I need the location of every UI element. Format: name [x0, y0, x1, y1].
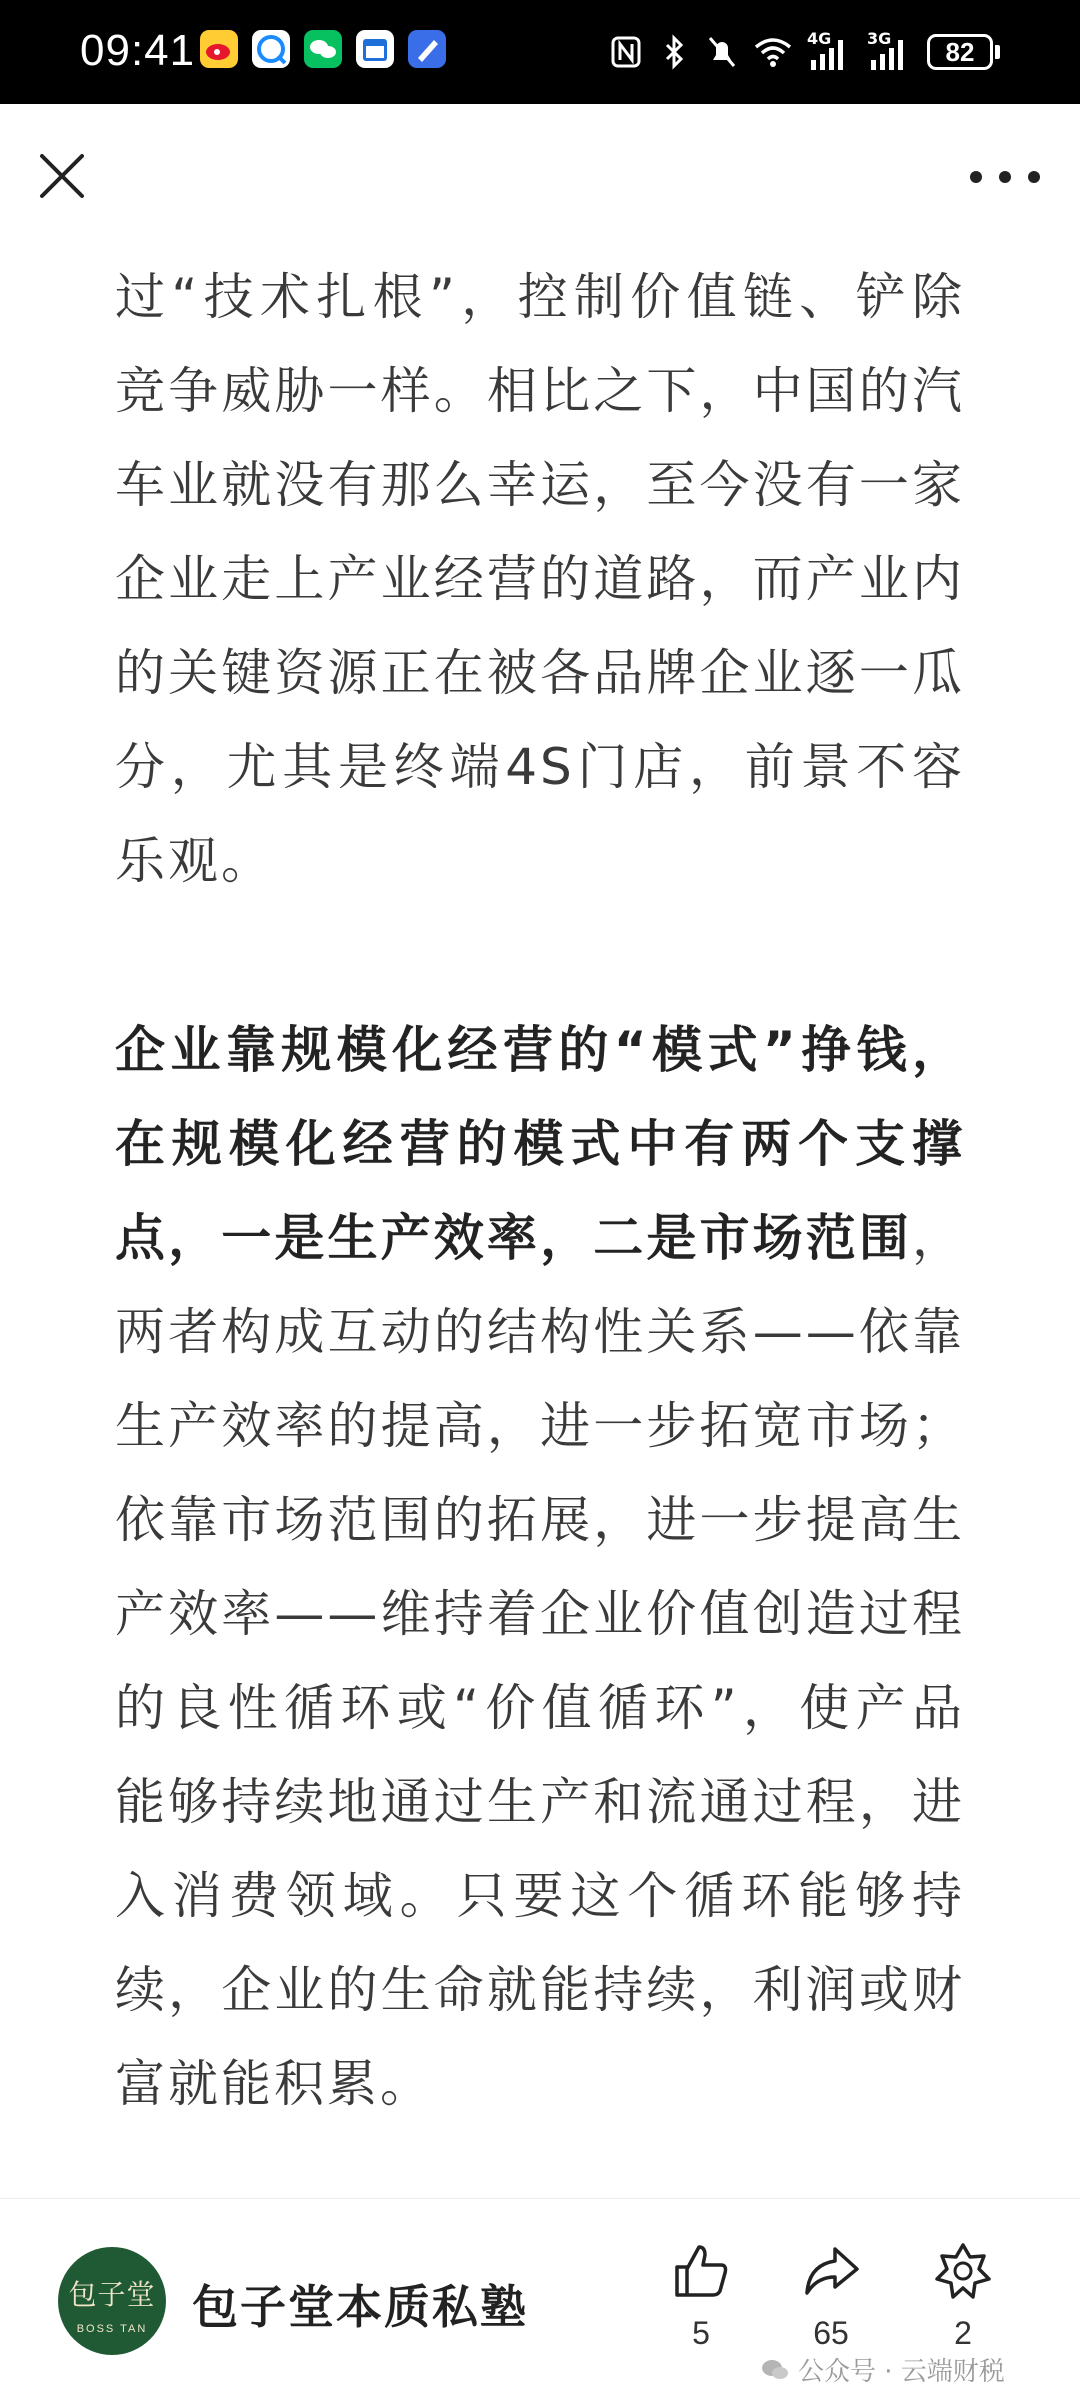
weibo-icon — [200, 30, 238, 68]
wechat-logo-icon — [760, 2357, 790, 2383]
watermark-text: 公众号 · 云端财税 — [798, 2357, 1005, 2387]
bottom-bar — [0, 2198, 1080, 2391]
paragraph-text: ，两者构成互动的结构性关系——依靠生产效率的提高，进一步拓宽市场；依靠市场范围的拓展，进一步提高生产效率——维持着企业价值创造过程的良性循环或“价值循环”，使产品能够持续地通过生产和流通过程，进入消费领域。只要这个循环能够持续，企业的生命就能持续，利润或财富就能积累。 — [115, 1209, 965, 2113]
like-count: 5 — [692, 2315, 710, 2351]
close-icon — [34, 148, 90, 204]
like-button[interactable] — [656, 2241, 746, 2352]
share-count: 65 — [813, 2315, 849, 2351]
thumbs-up-icon — [671, 2241, 731, 2301]
more-button[interactable] — [970, 162, 1040, 192]
share-button[interactable] — [786, 2241, 876, 2352]
bluetooth-icon — [657, 33, 691, 71]
nfc-icon — [609, 33, 643, 71]
wifi-icon — [753, 33, 793, 71]
article-body — [115, 250, 965, 2131]
avatar-subtext: BOSS TAN — [76, 2323, 148, 2335]
account-name[interactable]: 包子堂本质私塾 — [192, 2280, 528, 2334]
signal-3g-icon: 3G — [867, 32, 913, 72]
watermark — [760, 2351, 1005, 2388]
article-paragraph: 过“技术扎根”，控制价值链、铲除竞争威胁一样。相比之下，中国的汽车业就没有那么幸运，至今没有一家企业走上产业经营的道路，而产业内的关键资源正在被各品牌企业逐一瓜分，尤其是终端4S门店，前景不容乐观。 — [115, 268, 965, 890]
star-icon — [933, 2241, 993, 2301]
article-header — [0, 104, 1080, 250]
battery-level: 82 — [927, 34, 993, 70]
more-icon-dot — [1028, 171, 1040, 183]
status-time: 09:41 — [80, 26, 196, 75]
mute-icon — [705, 33, 739, 71]
more-icon-dot — [999, 171, 1011, 183]
article-paragraph — [115, 1003, 965, 2131]
close-button[interactable] — [34, 148, 90, 204]
battery-icon — [927, 34, 1000, 70]
calendar-icon — [356, 30, 394, 68]
favorite-count: 2 — [954, 2315, 972, 2351]
qq-browser-icon — [252, 30, 290, 68]
bold-lead: 企业靠规模化经营的“模式”挣钱，在规模化经营的模式中有两个支撑点，一是生产效率，二是市场范围 — [115, 1021, 965, 1267]
favorite-button[interactable] — [918, 2241, 1008, 2352]
share-icon — [801, 2241, 861, 2301]
signal-4g-icon: 4G — [807, 32, 853, 72]
more-icon-dot — [970, 171, 982, 183]
avatar[interactable] — [58, 2247, 166, 2355]
wechat-icon — [304, 30, 342, 68]
status-indicators — [609, 28, 1000, 76]
pen-app-icon — [408, 30, 446, 68]
status-bar — [0, 0, 1080, 104]
avatar-text: 包子堂 — [68, 2278, 156, 2311]
